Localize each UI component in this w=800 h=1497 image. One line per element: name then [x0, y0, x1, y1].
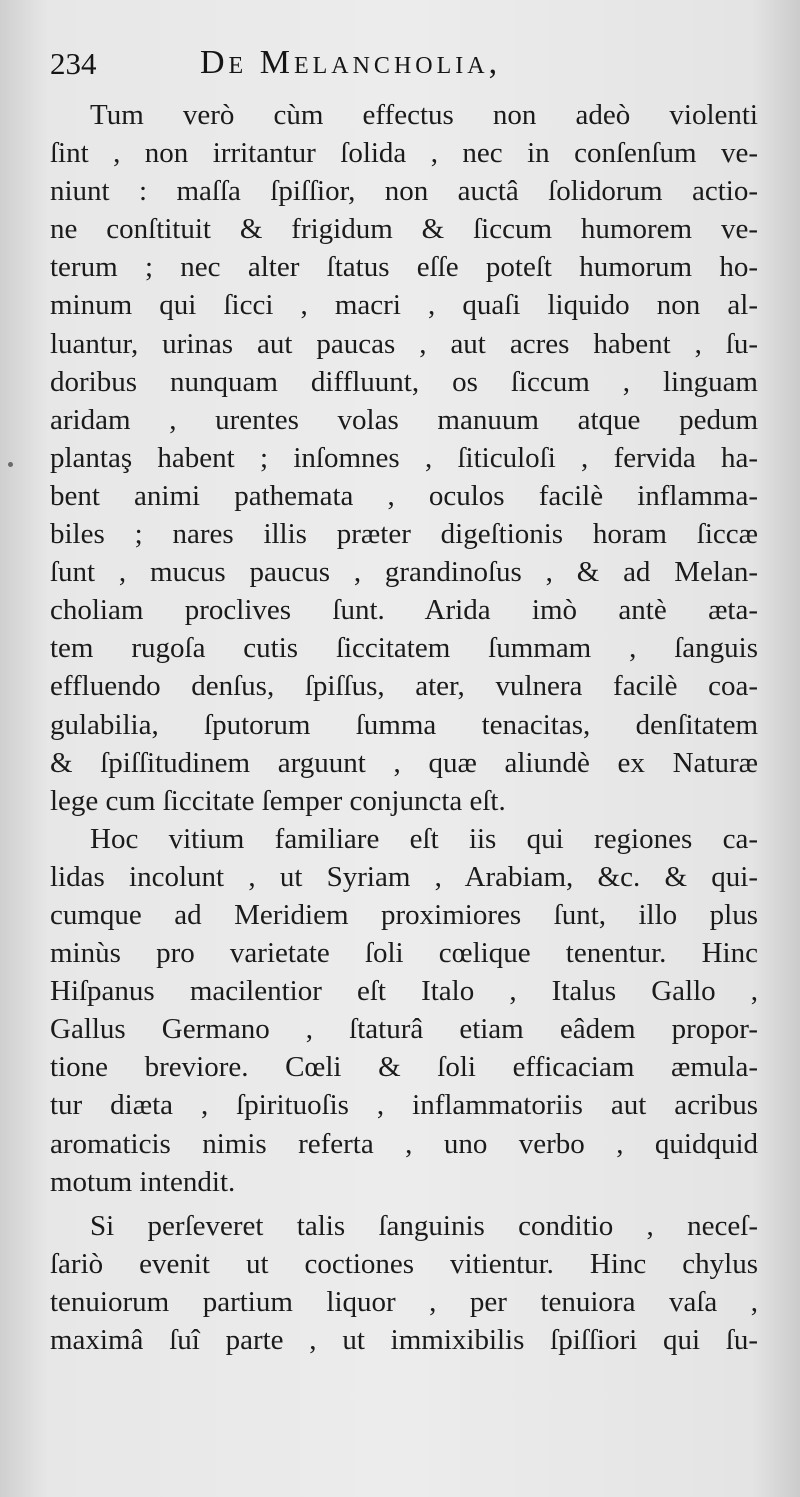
text-line: ſunt , mucus paucus , grandinoſus , & ad Melan- — [50, 556, 758, 589]
text-line: niunt : maſſa ſpiſſior, non auctâ ſolidorum actio- — [50, 175, 758, 208]
text-line: Gallus Germano , ſtaturâ etiam eâdem propor- — [50, 1013, 758, 1046]
text-line: Si perſeveret talis ſanguinis conditio , neceſ- — [90, 1209, 758, 1242]
text-line: maximâ ſuî parte , ut immixibilis ſpiſſiori qui ſu- — [50, 1324, 758, 1356]
text-line: aridam , urentes volas manuum atque pedum — [50, 403, 758, 436]
paragraph — [50, 820, 758, 1201]
text-line: Hoc vitium familiare eſt iis qui regiones ca- — [90, 822, 758, 855]
margin-speck — [8, 462, 13, 467]
text-line: Hiſpanus macilentior eſt Italo , Italus Gallo , — [50, 975, 758, 1008]
text-line: lidas incolunt , ut Syriam , Arabiam, &c. & qui- — [50, 860, 758, 893]
text-line: tur diæta , ſpirituoſis , inflammatoriis aut acribus — [50, 1089, 758, 1122]
text-line: & ſpiſſitudinem arguunt , quæ aliundè ex Naturæ — [50, 746, 758, 779]
text-line: tenuiorum partium liquor , per tenuiora vaſa , — [50, 1285, 758, 1318]
text-line: choliam proclives ſunt. Arida imò antè æta- — [50, 594, 758, 627]
page-number: 234 — [50, 46, 97, 81]
text-line: minum qui ſicci , macri , quaſi liquido non al- — [50, 289, 758, 322]
text-line: doribus nunquam diffluunt, os ſiccum , linguam — [50, 365, 758, 398]
text-line: effluendo denſus, ſpiſſus, ater, vulnera facilè coa- — [50, 670, 758, 703]
text-line: luantur, urinas aut paucas , aut acres habent , ſu- — [50, 327, 758, 360]
text-line: biles ; nares illis præter digeſtionis horam ſiccæ — [50, 518, 758, 551]
paragraph — [50, 96, 758, 820]
body-text — [50, 96, 758, 1359]
text-line: terum ; nec alter ſtatus eſſe poteſt humorum ho- — [50, 251, 758, 284]
text-line: tem rugoſa cutis ſiccitatem ſummam , ſanguis — [50, 632, 758, 665]
text-line: motum intendit. — [50, 1165, 236, 1198]
text-line: minùs pro varietate ſoli cœlique tenentur. Hinc — [50, 937, 758, 970]
text-line: lege cum ſiccitate ſemper conjuncta eſt. — [50, 784, 506, 817]
text-line: Tum verò cùm effectus non adeò violenti — [90, 99, 758, 131]
text-line: cumque ad Meridiem proximiores ſunt, illo plus — [50, 898, 758, 931]
text-line: ne conſtituit & frigidum & ſiccum humorem ve- — [50, 213, 758, 246]
paragraph — [50, 1207, 758, 1359]
text-line: gulabilia, ſputorum ſumma tenacitas, denſitatem — [50, 708, 758, 741]
text-line: ſariò evenit ut coctiones vitientur. Hinc chylus — [50, 1247, 758, 1280]
text-line: bent animi pathemata , oculos facilè inflamma- — [50, 479, 758, 512]
running-title: De Melancholia, — [200, 44, 502, 81]
text-line: tione breviore. Cœli & ſoli efficaciam æmula- — [50, 1051, 758, 1084]
text-line: aromaticis nimis referta , uno verbo , quidquid — [50, 1127, 758, 1160]
text-line: plantaş habent ; inſomnes , ſiticuloſi , fervida ha- — [50, 441, 758, 474]
running-head — [50, 44, 770, 88]
text-line: ſint , non irritantur ſolida , nec in conſenſum ve- — [50, 137, 758, 170]
